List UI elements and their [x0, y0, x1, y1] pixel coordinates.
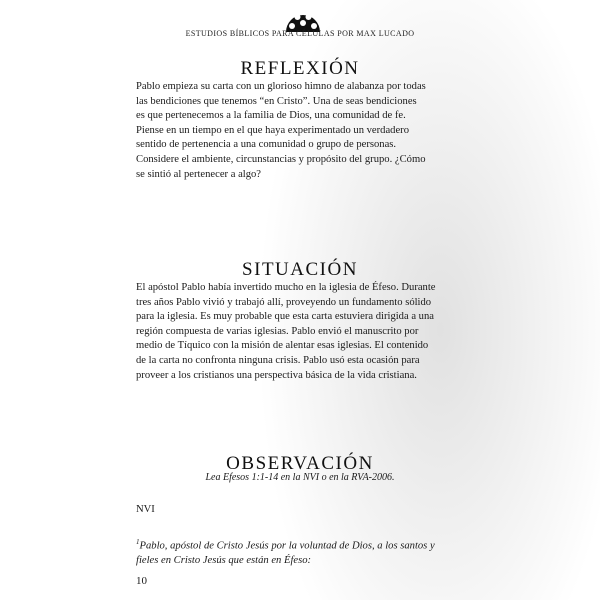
page-number: 10: [136, 575, 147, 587]
text-line: para la iglesia. Es muy probable que esta carta estuviera dirigida a una: [136, 311, 434, 323]
text-line: Pablo empieza su carta con un glorioso himno de alabanza por todas: [136, 81, 426, 92]
verse-text: [136, 535, 482, 568]
text-line: El apóstol Pablo había invertido mucho en la iglesia de Éfeso. Durante: [136, 282, 436, 293]
text-line: de la carta no confronta ninguna crisis. Pablo usó esta ocasión para: [136, 354, 420, 366]
text-line: medio de Tíquico con la misión de alentar esas iglesias. El contenido: [136, 340, 429, 352]
reflexion-paragraph: [136, 80, 482, 182]
text-line: se sintió al pertenecer a algo?: [136, 168, 262, 180]
text-line: Considere el ambiente, circunstancias y propósito del grupo. ¿Cómo: [136, 153, 426, 165]
text-line: sentido de pertenencia a una comunidad o grupo de personas.: [136, 139, 397, 151]
text-line: tres años Pablo vivió y trabajó allí, proveyendo un fundamento sólido: [136, 296, 432, 308]
observacion-heading: OBSERVACIÓN: [226, 453, 374, 474]
verse-number: 1: [136, 538, 140, 546]
text-line: proveer a los cristianos una perspectiva básica de la vida cristiana.: [136, 369, 417, 381]
text-line: Piense en un tiempo en el que haya experimentado un verdadero: [136, 124, 409, 136]
situacion-heading: SITUACIÓN: [242, 259, 358, 280]
reading-instruction: Lea Efesos 1:1-14 en la NVI o en la RVA-2006.: [205, 472, 395, 483]
series-title: ESTUDIOS BÍBLICOS PARA CÉLULAS POR MAX LUCADO: [185, 29, 415, 38]
reflexion-heading: REFLEXIÓN: [240, 58, 360, 79]
situacion-paragraph: [136, 281, 482, 383]
text-line: es que pertenecemos a la familia de Dios, una comunidad de fe.: [136, 110, 406, 122]
verse-line: [136, 535, 482, 554]
text-line: región compuesta de varias iglesias. Pablo envió el manuscrito por: [136, 325, 419, 337]
seven-dot-circle-logo-icon: [283, 2, 323, 32]
text-line: las bendiciones que tenemos “en Cristo”. Una de seas bendiciones: [136, 95, 417, 107]
verse-line-text: Pablo, apóstol de Cristo Jesús por la voluntad de Dios, a los santos y: [139, 540, 435, 552]
verse-line: fieles en Cristo Jesús que están en Éfeso:: [136, 554, 312, 566]
version-label: NVI: [136, 504, 155, 515]
